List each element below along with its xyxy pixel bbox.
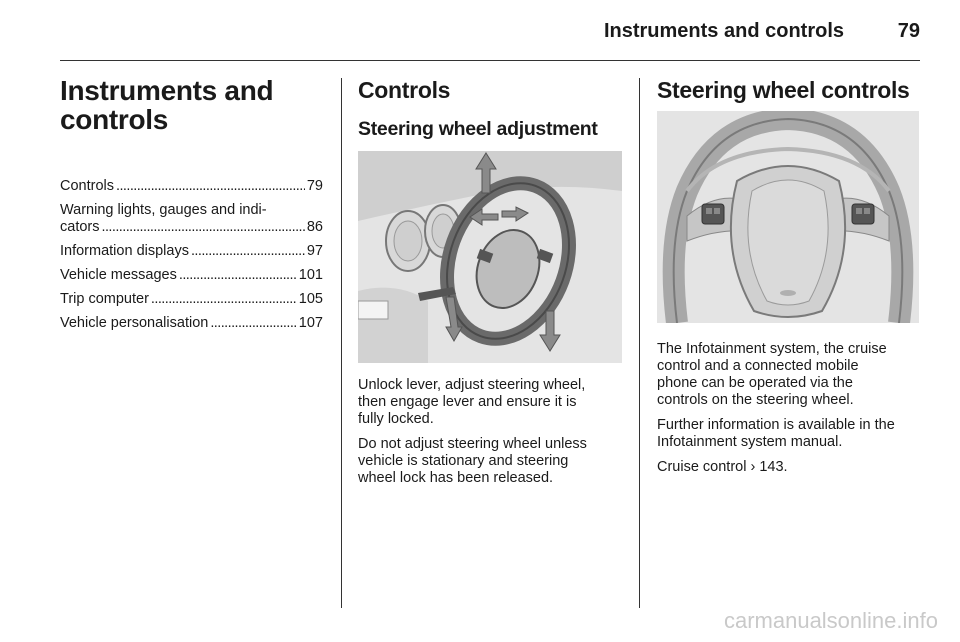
toc-label: cators: [60, 219, 100, 235]
paragraph: Further information is available in the Infotainment system manual.: [657, 417, 895, 450]
toc-page: 101: [298, 267, 323, 283]
toc-item-information-displays[interactable]: [60, 243, 323, 260]
toc-page: 79: [306, 178, 323, 194]
toc-leader: [151, 291, 297, 308]
toc-label: Controls: [60, 178, 114, 194]
page-number: 79: [897, 20, 920, 42]
header-title: Instruments and controls: [603, 20, 844, 42]
steering-wheel-illustration: [657, 111, 919, 323]
paragraph: The Infotainment system, the cruise control and a connected mobile phone can be operated via the controls on the steering wheel.: [657, 341, 887, 408]
steering-adjustment-text: [358, 377, 628, 495]
paragraph: Unlock lever, adjust steering wheel, then engage lever and ensure it is fully locked.: [358, 377, 586, 427]
cruise-control-reference[interactable]: [657, 459, 932, 476]
controls-title: Controls: [358, 77, 451, 103]
toc-item-warning-lights[interactable]: [60, 202, 323, 236]
toc-leader: [116, 178, 305, 195]
paragraph: Do not adjust steering wheel unless vehicle is stationary and steering wheel lock has been released.: [358, 436, 587, 486]
column-divider-left: [341, 78, 342, 608]
toc-label-line-1: Warning lights, gauges and indi-: [60, 202, 267, 218]
watermark: carmanualsonline.info: [723, 608, 938, 633]
toc-label: Vehicle messages: [60, 267, 177, 283]
cruise-control-label: Cruise control: [657, 459, 747, 475]
table-of-contents: [60, 178, 323, 339]
steering-controls-title: Steering wheel controls: [657, 77, 910, 103]
steering-wheel-figure: [657, 111, 919, 323]
steering-adjustment-illustration: [358, 151, 622, 363]
chapter-title-line-1: Instruments and: [60, 75, 274, 106]
toc-page: 86: [306, 219, 323, 235]
toc-leader: [102, 219, 305, 236]
toc-leader: [210, 315, 296, 332]
toc-leader: [191, 243, 305, 260]
toc-label: Vehicle personalisation: [60, 315, 209, 331]
steering-adjustment-figure: [358, 151, 622, 363]
column-divider-right: [639, 78, 640, 608]
toc-item-vehicle-messages[interactable]: [60, 267, 323, 284]
toc-label: Trip computer: [60, 291, 149, 307]
chapter-title-line-2: controls: [60, 104, 169, 135]
page-ref-arrow-icon: ›: [750, 459, 756, 475]
page-header: [60, 18, 920, 62]
cruise-control-page: 143.: [759, 459, 788, 475]
steering-controls-text: [657, 341, 932, 484]
toc-item-trip-computer[interactable]: [60, 291, 323, 308]
steering-adjustment-title: Steering wheel adjustment: [358, 118, 598, 140]
toc-item-vehicle-personalisation[interactable]: [60, 315, 323, 332]
toc-page: 97: [306, 243, 323, 259]
chapter-title: [60, 76, 330, 134]
toc-label: Information displays: [60, 243, 189, 259]
toc-page: 105: [298, 291, 323, 307]
toc-item-controls[interactable]: [60, 178, 323, 195]
toc-leader: [179, 267, 297, 284]
toc-page: 107: [298, 315, 323, 331]
header-rule: [60, 60, 920, 61]
